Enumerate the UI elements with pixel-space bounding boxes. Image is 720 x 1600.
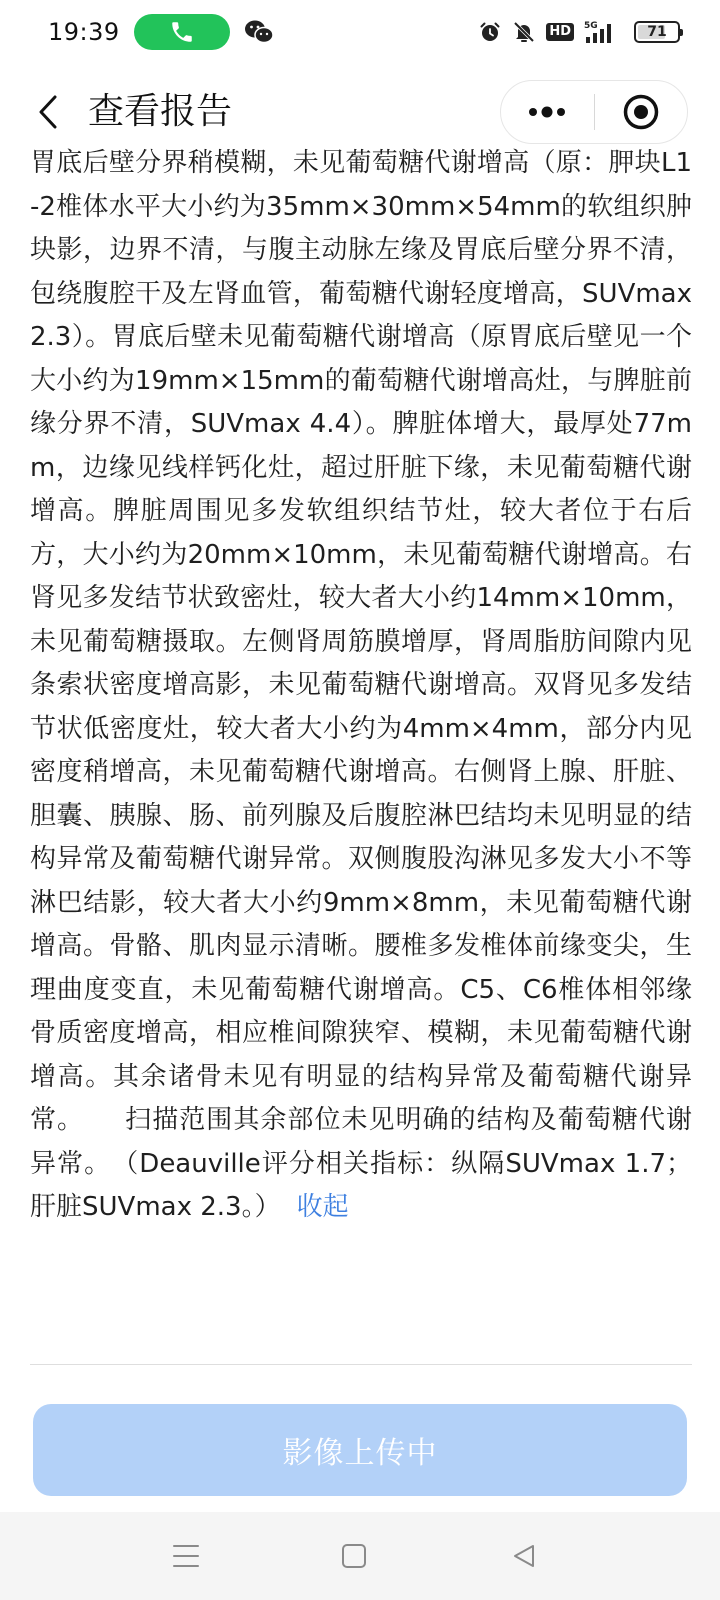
status-bar <box>0 0 720 64</box>
content-divider <box>30 1364 692 1365</box>
recent-apps-button[interactable] <box>168 1538 204 1574</box>
page-title: 查看报告 <box>88 91 233 132</box>
more-button[interactable] <box>501 80 594 144</box>
report-body <box>30 148 692 1230</box>
triangle-back-icon <box>511 1543 537 1569</box>
alarm-icon <box>478 20 502 44</box>
report-text: 胃底后壁分界稍模糊，未见葡萄糖代谢增高（原：胛块L1-2椎体水平大小约为35mm×30mm×54mm的软组织肿块影，边界不清，与腹主动脉左缘及胃底后壁分界不清，包绕腹腔干及左肾血管，葡萄糖代谢轻度增高，SUVmax 2.3）。胃底后壁未见葡萄糖代谢增高（原胃底后壁见一个大小约为19mm×15mm的葡萄糖代谢增高灶，与脾脏前缘分界不清，SUVmax 4.4）。脾脏体增大，最厚处77mm，边缘见线样钙化灶，超过肝脏下缘，未见葡萄糖代谢增高。脾脏周围见多发软组织结节灶，较大者位于右后方，大小约为20mm×10mm，未见葡萄糖代谢增高。右肾见多发结节状致密灶，较大者大小约14mm×10mm，未见葡萄糖摄取。左侧肾周筋膜增厚，肾周脂肪间隙内见条索状密度增高影，未见葡萄糖代谢增高。双肾见多发结节状低密度灶，较大者大小约为4mm×4mm，部分内见密度稍增高，未见葡萄糖代谢增高。右侧肾上腺、肝脏、胆囊、胰腺、肠、前列腺及后腹腔淋巴结均未见明显的结构异常及葡萄糖代谢异常。双侧腹股沟淋见多发大小不等淋巴结影，较大者大小约9mm×8mm，未见葡萄糖代谢增高。骨骼、肌肉显示清晰。腰椎多发椎体前缘变尖，生理曲度变直，未见葡萄糖代谢增高。C5、C6椎体相邻缘骨质密度增高，相应椎间隙狭窄、模糊，未见葡萄糖代谢增高。其余诸骨未见有明显的结构异常及葡萄糖代谢异常。 扫描范围其余部位未见明确的结构及葡萄糖代谢异常。 （Deauville评分相关指标：纵隔SUVmax 1.7；肝脏SUVmax 2.3。） <box>30 148 692 1222</box>
phone-icon <box>169 19 195 45</box>
menu-icon <box>172 1543 200 1569</box>
status-time: 19:39 <box>48 18 120 46</box>
battery-level-text: 71 <box>647 24 667 40</box>
status-icons <box>478 19 680 45</box>
system-nav-bar <box>0 1512 720 1600</box>
report-scroll-area[interactable] <box>0 148 720 1316</box>
close-mini-program-button[interactable] <box>595 80 688 144</box>
back-button[interactable] <box>28 88 68 136</box>
more-dots-icon <box>527 106 567 118</box>
system-back-button[interactable] <box>506 1538 542 1574</box>
home-button[interactable] <box>336 1538 372 1574</box>
chevron-left-icon <box>36 94 60 130</box>
target-close-icon <box>622 93 660 131</box>
network-label: 5G <box>584 21 598 31</box>
square-home-icon <box>341 1543 367 1569</box>
collapse-link[interactable]: 收起 <box>296 1192 349 1222</box>
image-upload-button[interactable]: 影像上传中 <box>33 1404 687 1496</box>
battery-indicator <box>634 21 680 43</box>
hd-badge: HD <box>546 23 574 41</box>
wechat-icon <box>244 19 274 45</box>
mini-program-capsule <box>500 80 688 144</box>
mute-bell-icon <box>512 20 536 44</box>
ongoing-call-pill[interactable] <box>134 14 230 50</box>
nav-bar <box>0 76 720 148</box>
signal-5g-icon <box>584 19 618 45</box>
